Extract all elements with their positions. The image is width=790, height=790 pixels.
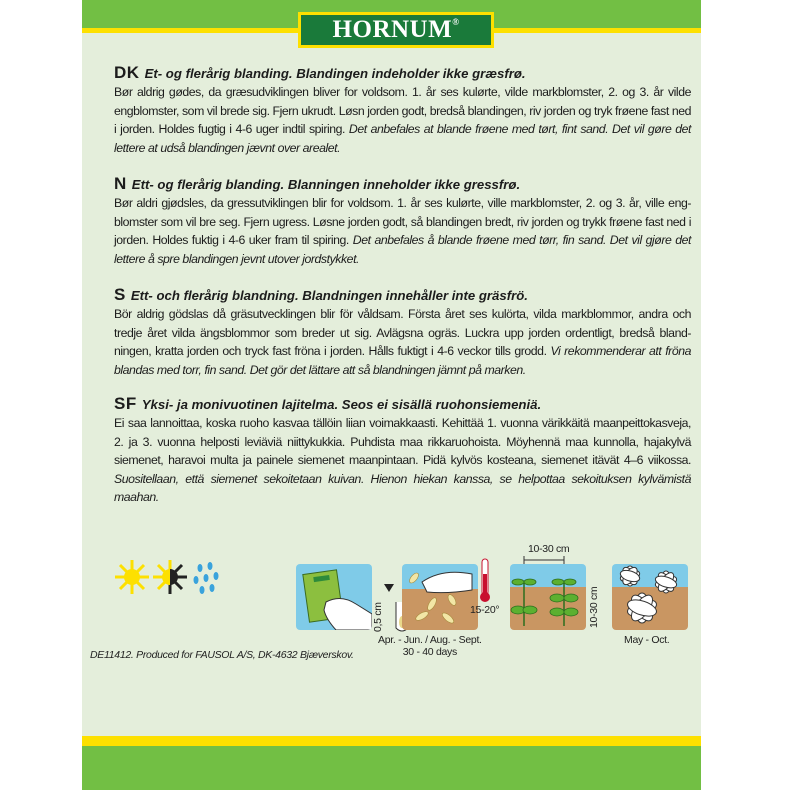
section-sf [114,395,691,507]
seed-packet [82,0,701,790]
seedlings-icon [510,564,586,630]
bottom-green-band [82,746,701,790]
section-body: Ei saa lannoittaa, koska ruoho kasvaa tällöin liian voimakkaasti. Kehittää 1. vuonna värikkäitä maanpeittokasveja, 2. ja 3. vuonna helposti leviäviä niittykukkia. Puhdista maa rikkaruohoista. Möyhennä maa kunnolla, hajakylvä siemenet, haravoi multa ja painele siemenet maanpintaan. Pidä kylvös kosteana, siemenet itävät 4–6 viikossa. [114,416,691,468]
section-note: Suositellaan, että siemenet sekoitetaan kuivan. Hienon hiekan kanssa, se helpottaa sekoituksen kylvämistä maahan. [114,471,691,505]
language-code: DK [114,63,140,82]
depth-label: 0,5 cm [372,602,384,632]
section-body: Bør aldrig gødes, da græsudviklingen bliver for voldsom. 1. år ses kulørte, vilde markblomster, 2. og 3. år vilde engblomster, som vil brede sig. Fjern ukrudt. Løsn jorden godt, bredså blandingen, riv jorden og tryk frøene fast ned i jorden. Holdes fugtig i 4-6 uger indtil spiring. [114,85,691,137]
registered-mark: ® [452,17,460,27]
step-flowering [612,564,688,630]
section-body: Bør aldri gjødsles, da gressutviklingen blir for voldsom. 1. år ses kulørte, ville markblomster, 2. og 3. år, ville eng-blomster som vil bre seg. Fjern ugress. Løsne jorden godt, så blandingen bredt, riv jorden og trykk frøene fast ned i jorden. Holdes fuktig i 4-6 uker fram til spiring. [114,196,691,248]
sun-icon [115,560,149,594]
hand-seeds-icon [402,564,478,630]
section-body: Bör aldrig gödslas då gräsutvecklingen blir för våldsam. Första året ses kulörta, vilda markblommor, andra och tredje året vilda ängsblommor som breder ut sig. Avlägsna ogräs. Luckra upp jorden ordentligt, bredså bland-ningen, kratta jorden och tryck fast fröna i jorden. Hålls fuktigt i 4-6 veckor tills grodd. [114,307,691,359]
hornum-logo [298,12,494,48]
section-title: Ett- och flerårig blandning. Blandningen innehåller inte gräsfrö. [130,288,528,303]
section-note: Det anbefales å blande frøene med tørr, fin sand. Det vil gjøre det lettere å spre blandingen jevnt utover jordstykket. [114,233,691,266]
step-sow-seeds [402,564,478,630]
section-title: Et- og flerårig blanding. Blandingen indeholder ikke græsfrø. [144,66,526,81]
height-label: 10-30 cm [588,586,600,628]
logo-text: HORNUM [332,16,453,43]
half-shade-icon [153,560,187,594]
section-n [114,175,691,268]
section-s [114,286,691,379]
section-note: Det anbefales at blande frøene med tørt, fint sand. Det vil gøre det lettere at udså blandingen jævnt over arealet. [114,122,692,155]
sowing-period-label: Apr. - Jun. / Aug. - Sept. [378,634,482,646]
producer-footer: DE11412. Produced for FAUSOL A/S, DK-4632 Bjæverskov. [90,649,354,661]
language-code: S [114,285,126,304]
thermometer-icon [478,558,492,604]
sowing-period [378,634,482,658]
seed-packet-hand-icon [296,564,372,630]
section-dk [114,64,691,157]
spacing-label: 10-30 cm [528,543,570,555]
section-note: Vi rekommenderar att fröna blandas med torr, fin sand. Det gör det lättare att så blandningen jämnt på marken. [114,344,691,377]
step-seedlings [510,564,586,630]
weather-icons [112,556,222,598]
temperature-label: 15-20° [470,604,500,616]
flowers-icon [612,564,688,630]
language-code: N [114,174,127,193]
germination-label: 30 - 40 days [402,646,457,658]
step-shake-packet [296,564,372,630]
flowering-label: May - Oct. [624,634,670,646]
section-title: Ett- og flerårig blanding. Blanningen inneholder ikke gressfrø. [131,177,521,192]
language-code: SF [114,394,137,413]
section-title: Yksi- ja monivuotinen lajitelma. Seos ei sisällä ruohonsiemeniä. [141,397,542,412]
spacing-bar [522,556,566,564]
water-drops-icon [194,562,219,594]
